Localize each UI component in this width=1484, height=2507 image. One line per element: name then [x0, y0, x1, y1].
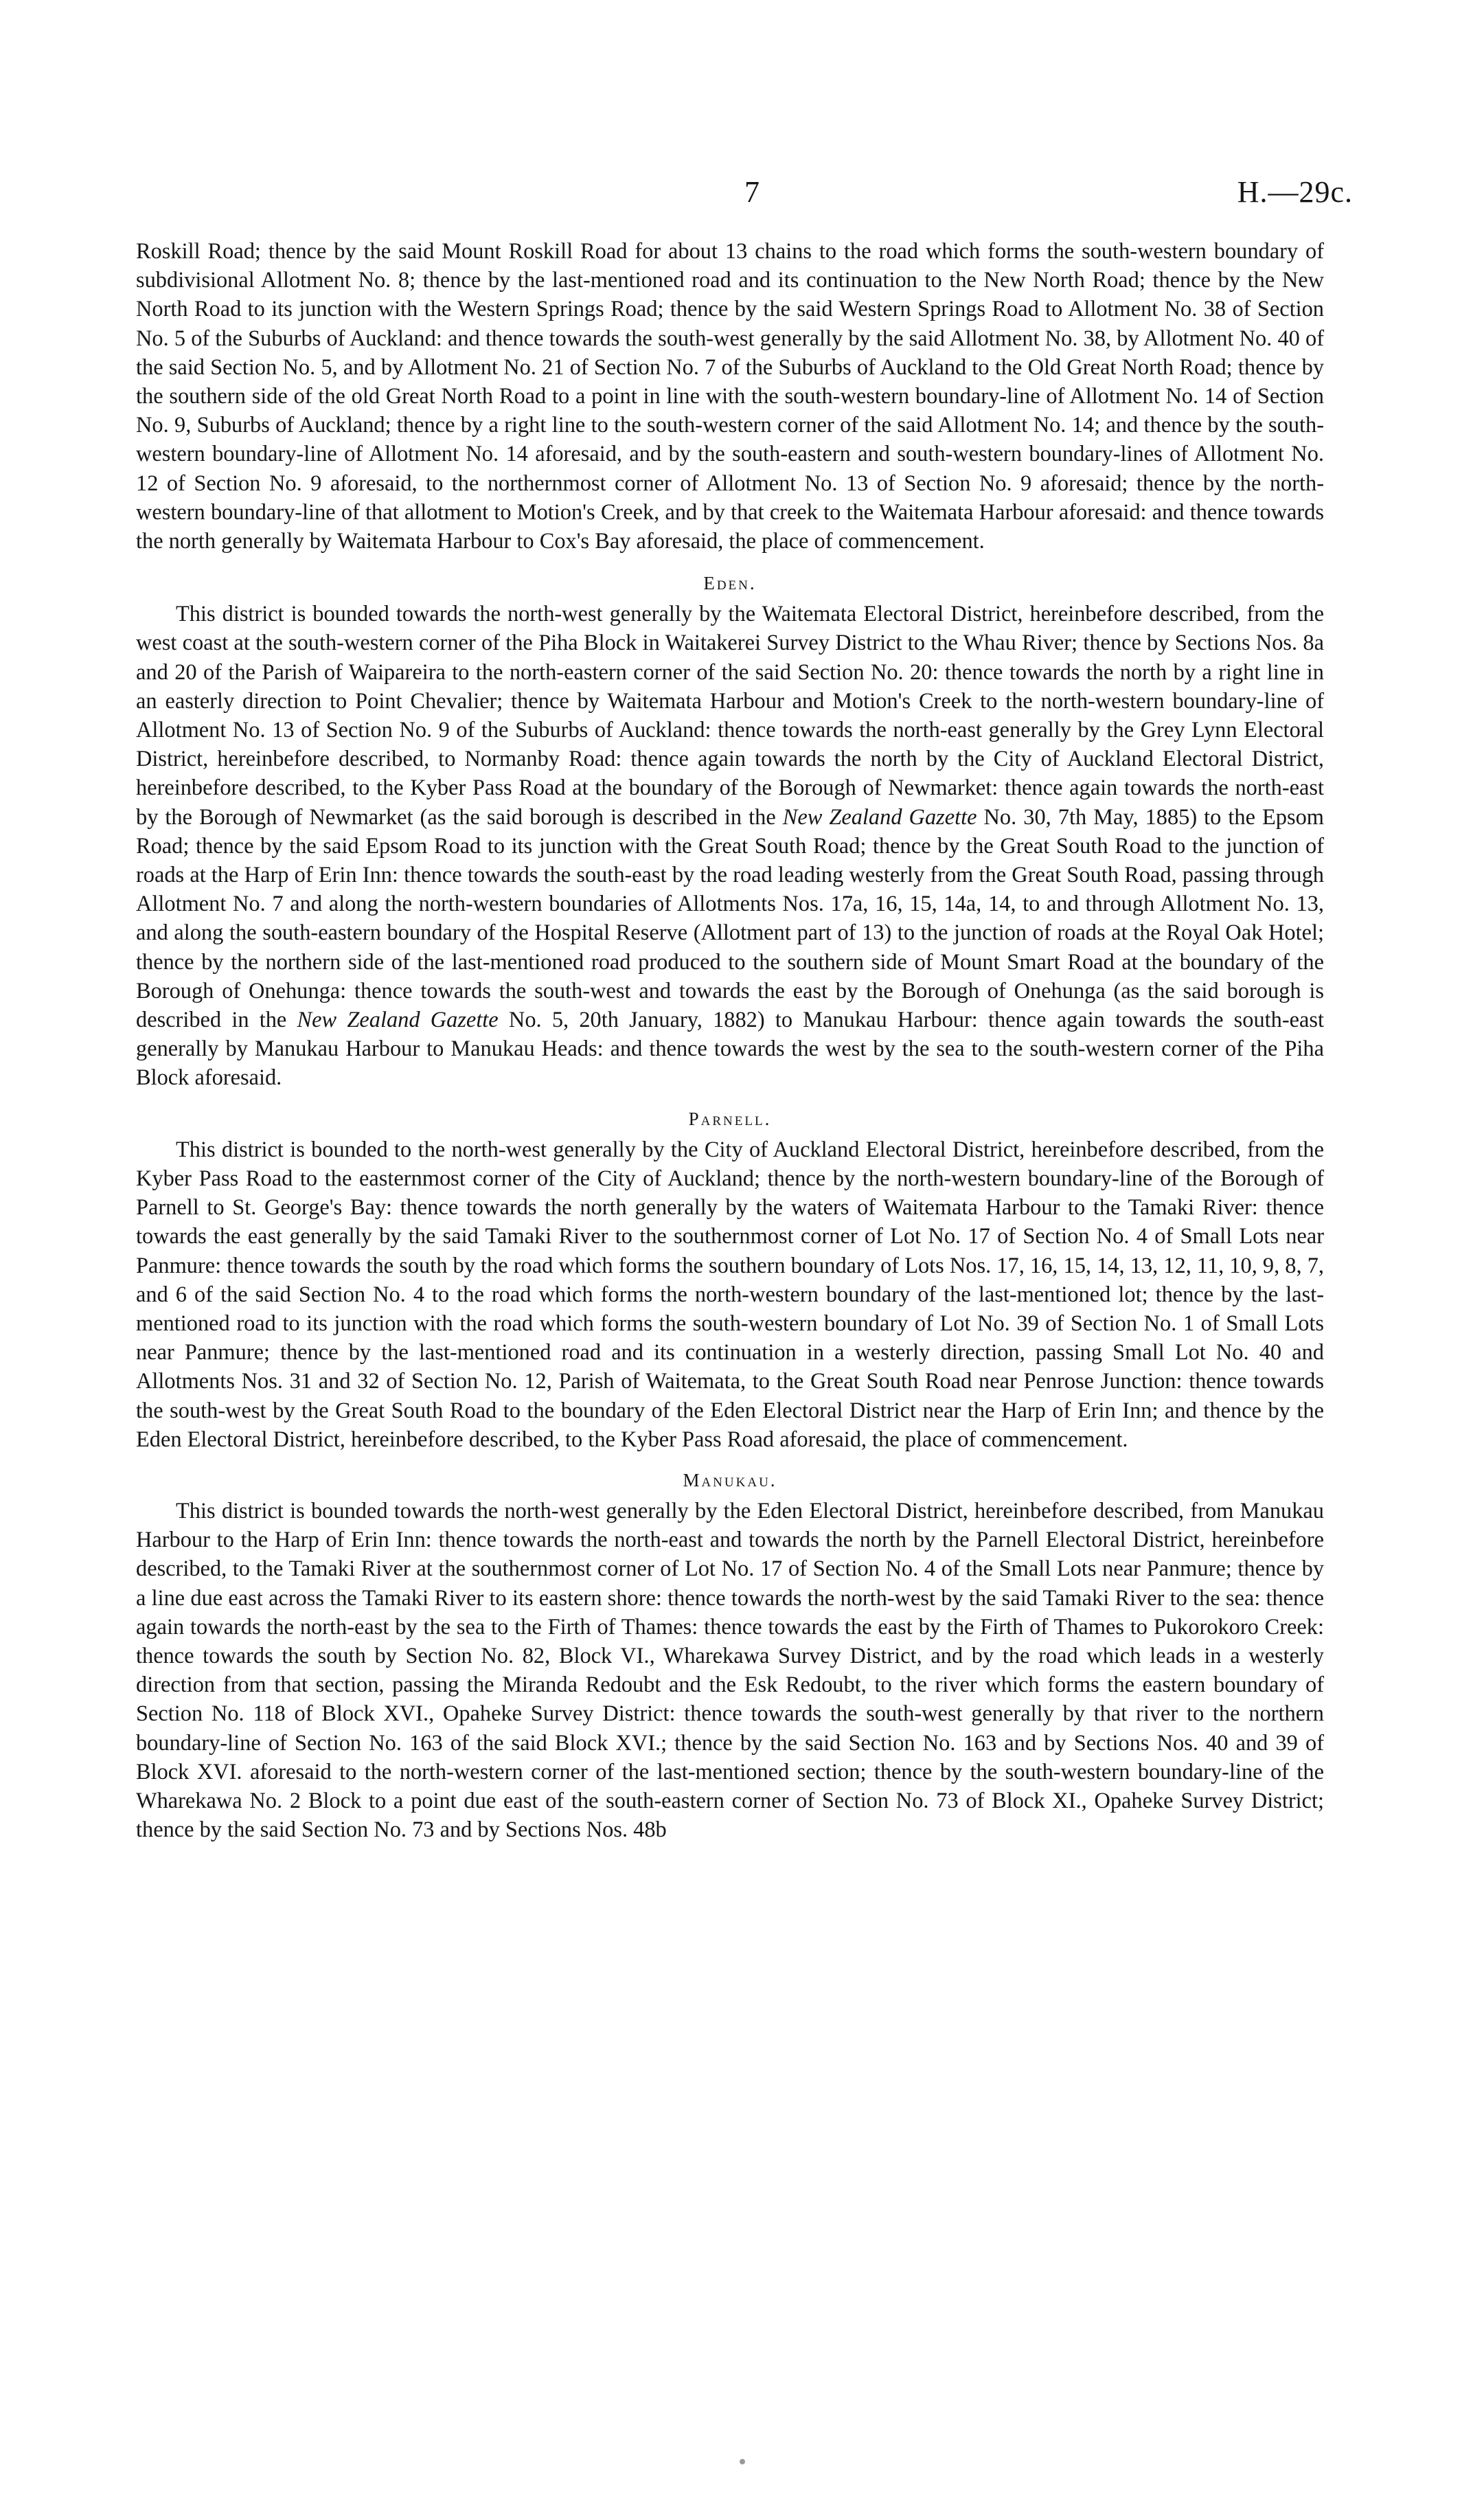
document-body [136, 237, 1324, 1844]
eden-gazette-title-1: New Zealand Gazette [782, 804, 977, 830]
parnell-heading: Parnell. [688, 1108, 772, 1129]
manukau-paragraph: This district is bounded towards the north-west generally by the Eden Electoral District, hereinbefore described, from Manukau Harbour to the Harp of Erin Inn: thence towards the north-east and towards the north by the Parnell Electoral District, hereinbefore described, to the Tamaki River at the southernmost corner of Lot No. 17 of Section No. 4 of the Small Lots near Panmure; thence by a line due east across the Tamaki River to its eastern shore: thence towards the north-west by the said Tamaki River to the sea: thence again towards the north-east by the sea to the Firth of Thames: thence towards the east by the Firth of Thames to Pukorokoro Creek: thence towards the south by Section No. 82, Block VI., Wharekawa Survey District, and by the road which leads in a westerly direction from that section, passing the Miranda Redoubt and the Esk Redoubt, to the river which forms the eastern boundary of Section No. 118 of Block XVI., Opaheke Survey District: thence towards the south-west generally by that river to the northern boundary-line of Section No. 163 of the said Block XVI.; thence by the said Section No. 163 and by Sections Nos. 40 and 39 of Block XVI. aforesaid to the north-western corner of the last-mentioned section; thence by the south-western boundary-line of the Wharekawa No. 2 Block to a point due east of the south-eastern corner of Section No. 73 of Block XI., Opaheke Survey District; thence by the said Section No. 73 and by Sections Nos. 48b [136, 1498, 1324, 1843]
eden-gazette-title-2: New Zealand Gazette [297, 1008, 499, 1033]
intro-paragraph: Roskill Road; thence by the said Mount Roskill Road for about 13 chains to the road which forms the south-western boundary of subdivisional Allotment No. 8; thence by the last-mentioned road and its continuation to the New North Road; thence by the New North Road to its junction with the Western Springs Road; thence by the said Western Springs Road to Allotment No. 38 of Section No. 5 of the Suburbs of Auckland: and thence towards the south-west generally by the said Allotment No. 38, by Allotment No. 40 of the said Section No. 5, and by Allotment No. 21 of Section No. 7 of the Suburbs of Auckland to the Old Great North Road; thence by the southern side of the old Great North Road to a point in line with the south-western boundary-line of Allotment No. 14 of Section No. 9, Suburbs of Auckland; thence by a right line to the south-western corner of the said Allotment No. 14; and thence by the south-western boundary-line of Allotment No. 14 aforesaid, and by the south-eastern and south-western boundary-lines of Allotment No. 12 of Section No. 9 aforesaid, to the northernmost corner of Allotment No. 13 of Section No. 9 aforesaid; thence by the north-western boundary-line of that allotment to Motion's Creek, and by that creek to the Waitemata Harbour aforesaid: and thence towards the north generally by Waitemata Harbour to Cox's Bay aforesaid, the place of commencement. [136, 239, 1324, 554]
eden-text-part-3: No. 5, 20th January, 1882) to Manukau Harbour: thence again towards the south-east generally by Manukau Harbour to Manukau Heads: and thence towards the west by the sea to the south-western corner of the Piha Block aforesaid. [136, 1008, 1325, 1091]
page-header [227, 172, 1353, 213]
eden-paragraph [136, 600, 1324, 1092]
eden-text-part-1: This district is bounded towards the north-west generally by the Waitemata Electoral District, hereinbefore described, from the west coast at the south-western corner of the Piha Block in Waitakerei Survey District to the Whau River; thence by Sections Nos. 8a and 20 of the Parish of Waipareira to the north-eastern corner of the said Section No. 20: thence towards the north by a right line in an easterly direction to Point Chevalier; thence by Waitemata Harbour and Motion's Creek to the north-western boundary-line of Allotment No. 13 of Section No. 9 of the Suburbs of Auckland: thence towards the north-east generally by the Grey Lynn Electoral District, hereinbefore described, to Normanby Road: thence again towards the north by the City of Auckland Electoral District, hereinbefore described, to the Kyber Pass Road at the boundary of the Borough of Newmarket: thence again towards the north-east by the Borough of Newmarket (as the said borough is described in the [136, 602, 1324, 830]
parnell-paragraph: This district is bounded to the north-west generally by the City of Auckland Electoral District, hereinbefore described, from the Kyber Pass Road to the easternmost corner of the City of Auckland; thence by the north-western boundary-line of the Borough of Parnell to St. George's Bay: thence towards the north generally by the waters of Waitemata Harbour to the Tamaki River: thence towards the east generally by the said Tamaki River to the southernmost corner of Lot No. 17 of Section No. 4 of Small Lots near Panmure: thence towards the south by the road which forms the southern boundary of Lots Nos. 17, 16, 15, 14, 13, 12, 11, 10, 9, 8, 7, and 6 of the said Section No. 4 to the road which forms the north-western boundary of the last-mentioned lot; thence by the last-mentioned road to its junction with the road which forms the south-western boundary of Lot No. 39 of Section No. 1 of Small Lots near Panmure; thence by the last-mentioned road and its continuation in a westerly direction, passing Small Lot No. 40 and Allotments Nos. 31 and 32 of Section No. 12, Parish of Waitemata, to the Great South Road near Penrose Junction: thence towards the south-west by the Great South Road to the boundary of the Eden Electoral District near the Harp of Erin Inn; and thence by the Eden Electoral District, hereinbefore described, to the Kyber Pass Road aforesaid, the place of commencement. [136, 1137, 1324, 1452]
manukau-heading: Manukau. [683, 1469, 777, 1490]
page-number: 7 [744, 175, 760, 209]
eden-text-part-2: No. 30, 7th May, 1885) to the Epsom Road; thence by the said Epsom Road to its junction with the Great South Road; thence by the Great South Road to the junction of roads at the Harp of Erin Inn: thence towards the south-east by the road leading westerly from the Great South Road, passing through Allotment No. 7 and along the north-western boundaries of Allotments Nos. 17a, 16, 15, 14a, 14, to and through Allotment No. 13, and along the south-eastern boundary of the Hospital Reserve (Allotment part of 13) to the junction of roads at the Royal Oak Hotel; thence by the northern side of the last-mentioned road produced to the southern side of Mount Smart Road at the boundary of the Borough of Onehunga: thence towards the south-west and towards the east by the Borough of Onehunga (as the said borough is described in the [136, 804, 1324, 1033]
eden-heading: Eden. [703, 573, 757, 594]
document-reference: H.—29c. [1237, 175, 1353, 209]
page-speck [740, 2459, 745, 2464]
